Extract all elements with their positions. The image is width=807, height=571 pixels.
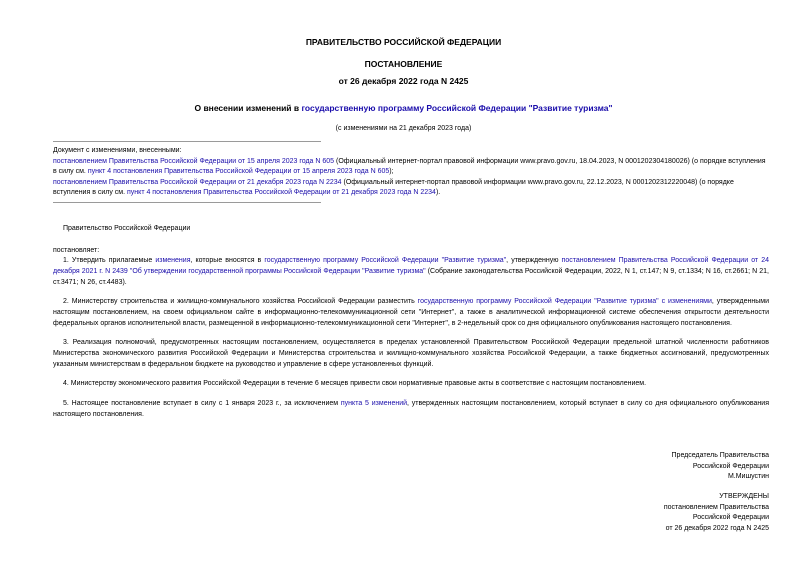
p1-c: , утвержденную [506, 257, 562, 264]
p1-b: , которые вносятся в [190, 257, 265, 264]
signature-block [672, 451, 769, 483]
change-1-end: ); [389, 168, 394, 175]
paragraph-1 [53, 256, 769, 289]
p4-text: 4. Министерству экономического развития Российской Федерации в течение 6 месяцев привести свои нормативные правовые акты в соответствие с настоящим постановлением. [63, 380, 647, 387]
bottom-rule [53, 202, 321, 203]
authority-text: Правительство Российской Федерации [63, 225, 191, 232]
change-1-point-link[interactable]: пункт 4 постановления Правительства Российской Федерации от 15 апреля 2023 года N 605 [87, 168, 390, 175]
p5-b: , утвержденных настоящим постановлением, который вступает в силу со дня официального опубликования настоящего постановления. [53, 400, 769, 418]
approval-org: Российской Федерации [692, 514, 769, 521]
changes-block [53, 146, 769, 199]
decides-text: постановляет: [53, 247, 100, 254]
title-program-link[interactable]: государственную программу Российской Федерации "Развитие туризма" [301, 103, 613, 113]
paragraph-4 [53, 379, 769, 390]
approval-title: УТВЕРЖДЕНЫ [719, 493, 769, 500]
change-2-end: ). [435, 189, 441, 196]
p1-d: (Собрание законодательства Российской Федерации, 2022, N 1, ст.147; N 9, ст.1334; N 16, ст.2661; N 21, ст.3471; N 26, ст.4483). [53, 267, 769, 286]
p2-a: 2. Министерству строительства и жилищно-коммунального хозяйства Российской Федерации разместить [63, 298, 418, 305]
change-2-link[interactable]: постановлением Правительства Российской Федерации от 21 декабря 2023 года N 2234 [53, 178, 342, 186]
approval-by: постановлением Правительства [663, 503, 769, 511]
header-doc-type: ПОСТАНОВЛЕНИЕ [364, 59, 443, 69]
changes-item-1 [53, 157, 769, 178]
signature-org: Российской Федерации [692, 462, 769, 470]
change-2-point-link[interactable]: пункт 4 постановления Правительства Российской Федерации от 21 декабря 2023 года N 2234 [127, 189, 436, 196]
approval-block [664, 492, 769, 534]
approval-date: от 26 декабря 2022 года N 2425 [665, 524, 769, 532]
signature-name: М.Мишустин [727, 473, 769, 480]
paragraph-3 [53, 338, 769, 371]
p1-changes-link[interactable]: изменения [155, 257, 191, 264]
changes-intro: Документ с изменениями, внесенными: [53, 147, 182, 154]
edition-note: (с изменениями на 21 декабря 2023 года) [335, 125, 472, 132]
paragraph-5 [53, 399, 769, 421]
p3-text: 3. Реализация полномочий, предусмотренных настоящим постановлением, осуществляется в пределах установленной Правительством Российской Федерации предельной штатной численности работников Министерства экономического развития Российской Федерации и Министерства строительства и жилищно-коммунального хозяйства Российской Федерации, а также бюджетных ассигнований, предусмотренных указанным министерствам в федеральном бюджете на руководство и управление в сфере установленных функций. [53, 339, 769, 368]
top-rule [53, 141, 321, 142]
change-2-text: (Официальный интернет-портал правовой информации www.pravo.gov.ru, 22.12.2023, N 0001202312220048) (о порядке вступления в силу см. [53, 178, 734, 196]
title-prefix: О внесении изменений в [194, 103, 302, 113]
change-1-link[interactable]: постановлением Правительства Российской Федерации от 15 апреля 2023 года N 605 [53, 157, 335, 165]
authority-line [53, 224, 769, 235]
p1-a: 1. Утвердить прилагаемые [63, 257, 156, 264]
p5-a: 5. Настоящее постановление вступает в силу с 1 января 2023 г., за исключением [63, 400, 341, 407]
change-1-text: (Официальный интернет-портал правовой информации www.pravo.gov.ru, 18.04.2023, N 0001202304180026) (о порядке вступления в силу см. [53, 157, 766, 175]
p5-item-link[interactable]: пункта 5 изменений [340, 400, 408, 407]
p2-program-link[interactable]: государственную программу Российской Федерации "Развитие туризма" с изменениями [417, 298, 712, 305]
header-date-number: от 26 декабря 2022 года N 2425 [338, 76, 469, 86]
p1-program-link[interactable]: государственную программу Российской Федерации "Развитие туризма" [264, 257, 507, 264]
document-title [0, 102, 807, 114]
p1-decree-link[interactable]: постановлением Правительства Российской Федерации от 24 декабря 2021 г. N 2439 "Об утверждении государственной программы Российской Федерации "Развитие туризма" [53, 257, 770, 275]
signature-position: Председатель Правительства [671, 452, 769, 459]
paragraph-2 [53, 297, 769, 330]
changes-item-2 [53, 178, 769, 199]
header-government: ПРАВИТЕЛЬСТВО РОССИЙСКОЙ ФЕДЕРАЦИИ [305, 37, 502, 47]
p2-b: , утвержденными настоящим постановлением, на своем официальном сайте в информационно-телекоммуникационной сети "Интернет", а также в аналитической информационной системе обеспечения открытости деятельности федеральных органов исполнительной власти, размещенной в информационно-телекоммуникационной сети "Интернет", в 2-недельный срок со дня официального опубликования настоящего постановления. [53, 298, 769, 327]
